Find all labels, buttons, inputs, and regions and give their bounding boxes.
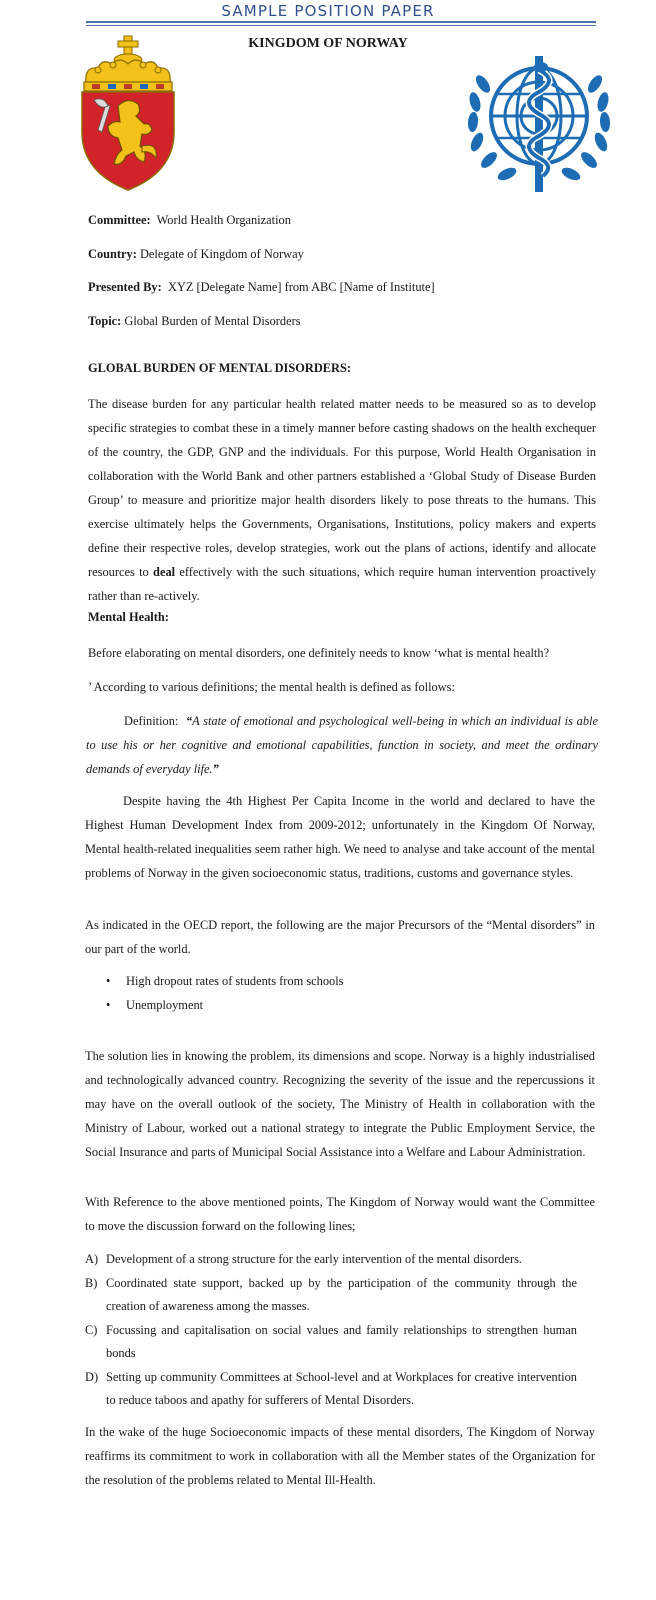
committee-line (88, 210, 291, 230)
list-item (85, 1319, 577, 1365)
title-rule (86, 21, 596, 23)
country-label: Country: (88, 247, 137, 261)
paragraph-disease-burden-b: effectively with the such situations, which require human intervention proactively rather than re-actively. (88, 565, 597, 603)
list-item (85, 1272, 577, 1318)
presented-label: Presented By: (88, 280, 162, 294)
definition-quote (86, 709, 598, 781)
country-line (88, 244, 304, 264)
country-heading: KINGDOM OF NORWAY (248, 36, 408, 51)
paragraph-income (85, 789, 595, 885)
list-marker: C) (85, 1323, 98, 1337)
list-item (106, 969, 344, 993)
document-title: SAMPLE POSITION PAPER (221, 2, 435, 20)
topic-label: Topic: (88, 314, 122, 328)
intro-line-1: Before elaborating on mental disorders, one definitely needs to know ‘what is mental health? (88, 646, 550, 660)
committee-label: Committee: (88, 213, 151, 227)
list-text: Coordinated state support, backed up by the participation of the community through the creation of awareness among the masses. (106, 1276, 577, 1313)
paragraph-disease-burden (88, 392, 596, 608)
paragraph-reference: With Reference to the above mentioned points, The Kingdom of Norway would want the Committee to move the discussion forward on the following lines; (85, 1195, 595, 1233)
list-item (85, 1366, 577, 1412)
paragraph-closing: In the wake of the huge Socioeconomic impacts of these mental disorders, The Kingdom of Norway reaffirms its commitment to work in collaboration with all the Member states of the Organization for the resolution of the problems related to Mental Ill-Health. (85, 1425, 595, 1487)
bullet-text: High dropout rates of students from schools (126, 974, 344, 988)
country-value: Delegate of Kingdom of Norway (139, 247, 304, 261)
paragraph-income-text: Despite having the 4th Highest Per Capita Income in the world and declared to have the Highest Human Development Index from 2009-2012; unfortunately in the Kingdom Of Norway, Mental health-related inequalities seem rather high. We need to analyse and take account of the mental problems of Norway in the given socioeconomic status, traditions, customs and governance styles. (85, 794, 595, 880)
list-item (106, 993, 344, 1017)
intro-line-2: ’ According to various definitions; the mental health is defined as follows: (88, 680, 455, 694)
definition-open-quote: “ (185, 714, 193, 728)
section-heading-mental-health: Mental Health: (88, 610, 169, 624)
topic-value: Global Burden of Mental Disorders (124, 314, 301, 328)
paragraph-oecd: As indicated in the OECD report, the following are the major Precursors of the “Mental disorders” in our part of the world. (85, 918, 595, 956)
section-heading-global-burden: GLOBAL BURDEN OF MENTAL DISORDERS: (88, 361, 351, 375)
bullet-text: Unemployment (126, 998, 204, 1012)
presented-value: XYZ [Delegate Name] from ABC [Name of Institute] (167, 280, 435, 294)
list-marker: D) (85, 1370, 99, 1384)
committee-value: World Health Organization (156, 213, 291, 227)
title-rule-thin (86, 25, 596, 26)
list-marker: B) (85, 1276, 98, 1290)
definition-text: A state of emotional and psychological well-being in which an individual is able to use his or her cognitive and emotional capabilities, function in society, and meet the ordinary demands of everyday life. (86, 714, 599, 776)
definition-close-quote: ” (212, 762, 219, 776)
bullet-icon: • (106, 974, 111, 988)
recommendation-list (85, 1248, 577, 1413)
list-text: Setting up community Committees at School-level and at Workplaces for creative intervention to reduce taboos and apathy for sufferers of Mental Disorders. (106, 1370, 577, 1407)
list-text: Focussing and capitalisation on social values and family relationships to strengthen human bonds (106, 1323, 577, 1360)
list-text: Development of a strong structure for the early intervention of the mental disorders. (106, 1252, 522, 1266)
paragraph-disease-burden-a: The disease burden for any particular health related matter needs to be measured so as to develop specific strategies to combat these in a timely manner before casting shadows on the health exchequer of the country, the GDP, GNP and the individuals. For this purpose, World Health Organisation in collaboration with the World Bank and other partners established a ‘Global Study of Disease Burden Group’ to measure and prioritize major health disorders likely to pose threats to the humans. This exercise ultimately helps the Governments, Organisations, Institutions, policy makers and experts define their respective roles, develop strategies, work out the plans of actions, identify and allocate resources to (88, 397, 596, 579)
list-marker: A) (85, 1252, 99, 1266)
topic-line (88, 311, 301, 331)
definition-label: Definition: (124, 714, 179, 728)
list-item (85, 1248, 577, 1271)
paragraph-bold-word: deal (153, 565, 176, 579)
paragraph-solution: The solution lies in knowing the problem, its dimensions and scope. Norway is a highly industrialised and technologically advanced country. Recognizing the severity of the issue and the repercussions it may have on the overall outlook of the society, The Ministry of Health in collaboration with the Ministry of Labour, worked out a national strategy to integrate the Public Employment Service, the Social Insurance and parts of Municipal Social Assistance into a Welfare and Labour Administration. (85, 1049, 595, 1159)
precursor-bullet-list (106, 969, 344, 1017)
bullet-icon: • (106, 998, 111, 1012)
who-emblem-icon (463, 54, 615, 198)
norway-coat-of-arms-icon (78, 34, 178, 194)
presented-by-line (88, 277, 435, 297)
